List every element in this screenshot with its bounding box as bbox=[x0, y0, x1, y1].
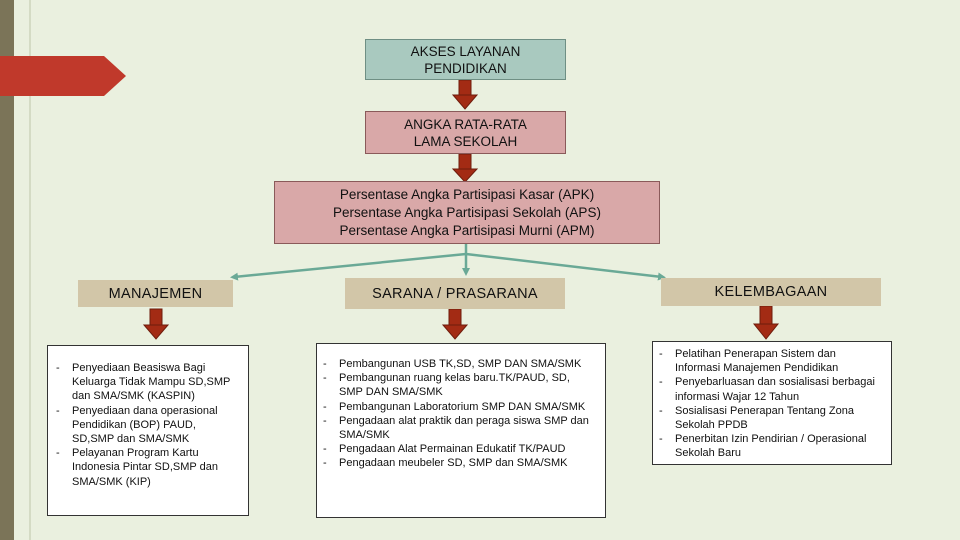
list-item: - Pelayanan Program Kartu Indonesia Pintar SD,SMP dan SMA/SMK (KIP) bbox=[54, 446, 240, 489]
list-item: - Pembangunan ruang kelas baru.TK/PAUD, SD, SMP DAN SMA/SMK bbox=[321, 371, 595, 399]
list-item: - Pengadaan Alat Permainan Edukatif TK/PAUD bbox=[321, 442, 595, 456]
list-item: - Pengadaan alat praktik dan peraga siswa SMP dan SMA/SMK bbox=[321, 414, 595, 442]
manajemen-list-box bbox=[47, 345, 249, 516]
persentase-apk: Persentase Angka Partisipasi Kasar (APK) bbox=[339, 186, 595, 202]
kelembagaan-list-box bbox=[652, 341, 892, 465]
manajemen-title: MANAJEMEN bbox=[108, 285, 203, 302]
connector-right bbox=[466, 254, 662, 277]
persentase-apm: Persentase Angka Partisipasi Murni (APM) bbox=[339, 222, 595, 238]
akses-layanan-box bbox=[365, 39, 566, 80]
akses-layanan-line-1: AKSES LAYANAN bbox=[410, 43, 521, 59]
arrow-manajemen-down bbox=[144, 309, 168, 339]
kelembagaan-header bbox=[661, 278, 881, 306]
persentase-aps: Persentase Angka Partisipasi Sekolah (APS) bbox=[333, 204, 601, 220]
sarana-prasarana-title: SARANA / PRASARANA bbox=[372, 285, 538, 302]
arrow-second-to-third bbox=[453, 154, 477, 182]
list-item: - Pembangunan Laboratorium SMP DAN SMA/SMK bbox=[321, 400, 595, 414]
arrow-top-to-second bbox=[453, 80, 477, 109]
list-item: - Sosialisasi Penerapan Tentang Zona Sekolah PPDB bbox=[657, 404, 883, 432]
list-item: - Penyebarluasan dan sosialisasi berbagai informasi Wajar 12 Tahun bbox=[657, 375, 883, 403]
sarana-prasarana-list-box bbox=[316, 343, 606, 518]
manajemen-header bbox=[78, 280, 233, 307]
angka-rata-rata-line-2: LAMA SEKOLAH bbox=[413, 133, 518, 149]
connector-left bbox=[234, 254, 466, 277]
sarana-prasarana-header bbox=[345, 278, 565, 309]
angka-rata-rata-box bbox=[365, 111, 566, 154]
sarana-prasarana-list bbox=[321, 357, 595, 471]
list-item: - Penyediaan Beasiswa Bagi Keluarga Tidak Mampu SD,SMP dan SMA/SMK (KASPIN) bbox=[54, 361, 240, 404]
list-item: - Pembangunan USB TK,SD, SMP DAN SMA/SMK bbox=[321, 357, 595, 371]
list-item: - Penerbitan Izin Pendirian / Operasional Sekolah Baru bbox=[657, 432, 883, 460]
arrow-kelembagaan-down bbox=[754, 306, 778, 339]
manajemen-list bbox=[54, 361, 240, 489]
kelembagaan-list bbox=[657, 347, 883, 461]
kelembagaan-title: KELEMBAGAAN bbox=[714, 284, 828, 300]
list-item: - Penyediaan dana operasional Pendidikan (BOP) PAUD, SD,SMP dan SMA/SMK bbox=[54, 404, 240, 447]
akses-layanan-line-2: PENDIDIKAN bbox=[424, 60, 507, 76]
persentase-angka-box bbox=[274, 181, 660, 244]
list-item: - Pengadaan meubeler SD, SMP dan SMA/SMK bbox=[321, 456, 595, 470]
angka-rata-rata-line-1: ANGKA RATA-RATA bbox=[404, 116, 527, 132]
list-item: - Pelatihan Penerapan Sistem dan Informasi Manajemen Pendidikan bbox=[657, 347, 883, 375]
arrow-sarana-down bbox=[443, 309, 467, 339]
